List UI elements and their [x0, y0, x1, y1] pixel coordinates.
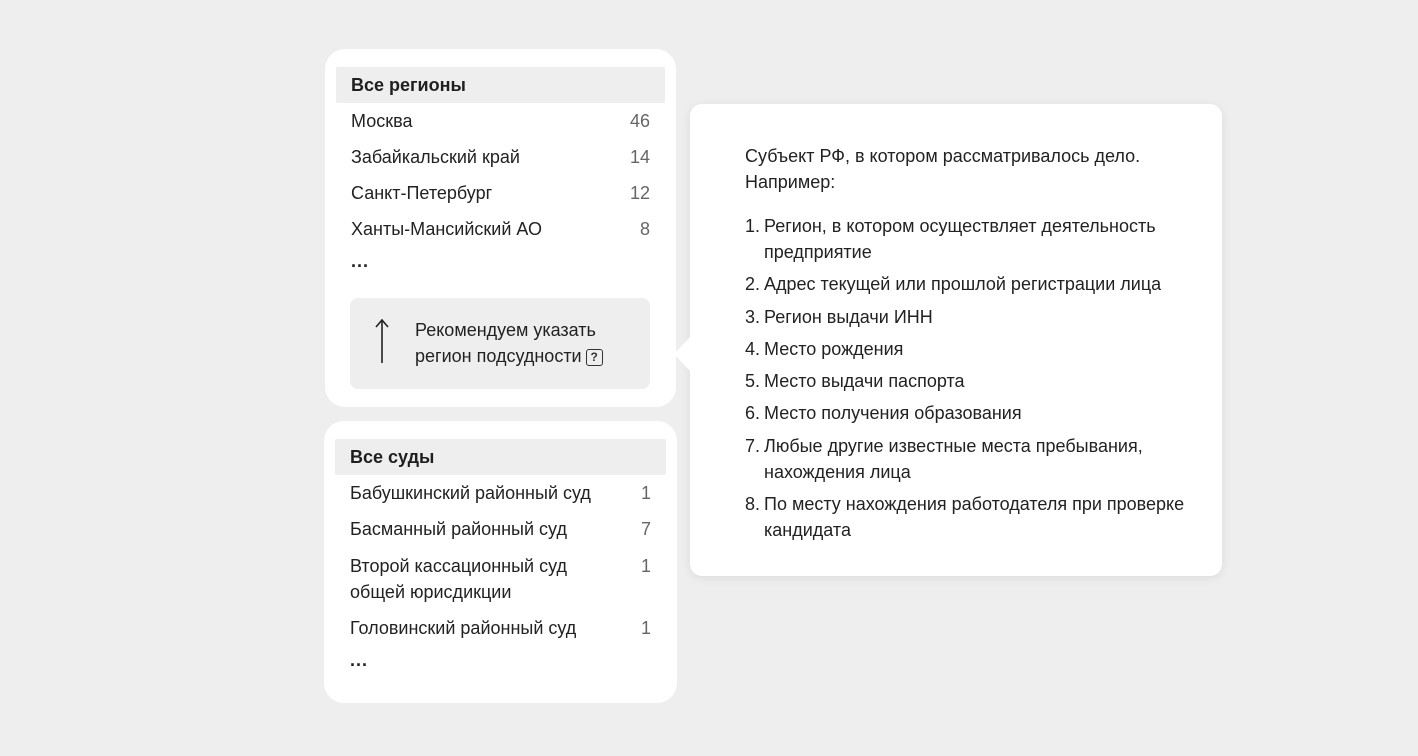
court-item-count: 1	[640, 556, 651, 576]
list-item-text: Место получения образования	[764, 403, 1022, 424]
region-item-count: 12	[629, 183, 650, 203]
tooltip-list-item	[745, 304, 1195, 330]
regions-show-more[interactable]: ...	[351, 251, 370, 271]
list-item-text: Адрес текущей или прошлой регистрации лица	[764, 274, 1162, 295]
courts-filter-card	[324, 421, 677, 703]
region-item-count: 46	[629, 111, 650, 131]
list-item-text: Место рождения	[764, 338, 904, 359]
tooltip-list-item	[745, 213, 1195, 265]
list-item-number: 7.	[745, 435, 761, 456]
court-item-label: Второй кассационный суд общей юрисдикции	[350, 556, 567, 602]
all-courts-option[interactable]: Все суды	[335, 439, 666, 475]
all-regions-option[interactable]: Все регионы	[336, 67, 665, 103]
region-help-tooltip	[690, 104, 1222, 576]
tooltip-list-item	[745, 491, 1195, 543]
region-item-label: Санкт-Петербург	[351, 183, 493, 203]
court-item-count: 1	[640, 483, 651, 503]
court-item-label: Бабушкинский районный суд	[350, 483, 591, 503]
arrow-up-icon	[374, 318, 390, 364]
list-item-number: 1.	[745, 216, 761, 236]
court-item-count: 1	[640, 618, 651, 638]
list-item-number: 6.	[745, 403, 761, 424]
list-item-text: Регион выдачи ИНН	[764, 306, 933, 327]
recommend-region-hint	[350, 298, 650, 389]
list-item-number: 3.	[745, 306, 761, 327]
list-item-number: 2.	[745, 274, 761, 295]
recommend-hint-text	[415, 317, 645, 369]
tooltip-list	[745, 213, 1195, 549]
tooltip-list-item	[745, 271, 1195, 297]
list-item-text: Место выдачи паспорта	[764, 371, 965, 392]
tooltip-pointer	[674, 336, 691, 372]
help-icon[interactable]: ?	[586, 349, 603, 366]
court-item-count: 7	[640, 519, 651, 539]
tooltip-list-item	[745, 433, 1195, 485]
recommend-hint-label: Рекомендуем указать регион подсудности	[415, 320, 596, 366]
tooltip-list-item	[745, 336, 1195, 362]
regions-filter-card	[325, 49, 676, 407]
region-item-count: 14	[629, 147, 650, 167]
list-item-text: Регион, в котором осуществляет деятельность предприятие	[764, 216, 1156, 262]
list-item-number: 4.	[745, 338, 761, 359]
region-item-label: Ханты-Мансийский АО	[351, 219, 542, 239]
region-item-count: 8	[639, 219, 650, 239]
list-item-text: Любые другие известные места пребывания, нахождения лица	[764, 435, 1143, 482]
courts-show-more[interactable]: ...	[350, 650, 369, 670]
list-item-number: 5.	[745, 371, 761, 392]
region-item-label: Москва	[351, 111, 413, 131]
list-item-number: 8.	[745, 494, 761, 515]
tooltip-intro: Субъект РФ, в котором рассматривалось дело. Например:	[745, 146, 1141, 192]
region-item-label: Забайкальский край	[351, 147, 520, 167]
court-item-label: Головинский районный суд	[350, 618, 577, 638]
tooltip-list-item	[745, 368, 1195, 394]
list-item-text: По месту нахождения работодателя при проверке кандидата	[764, 494, 1185, 541]
court-item-label: Басманный районный суд	[350, 519, 567, 539]
tooltip-list-item	[745, 400, 1195, 426]
